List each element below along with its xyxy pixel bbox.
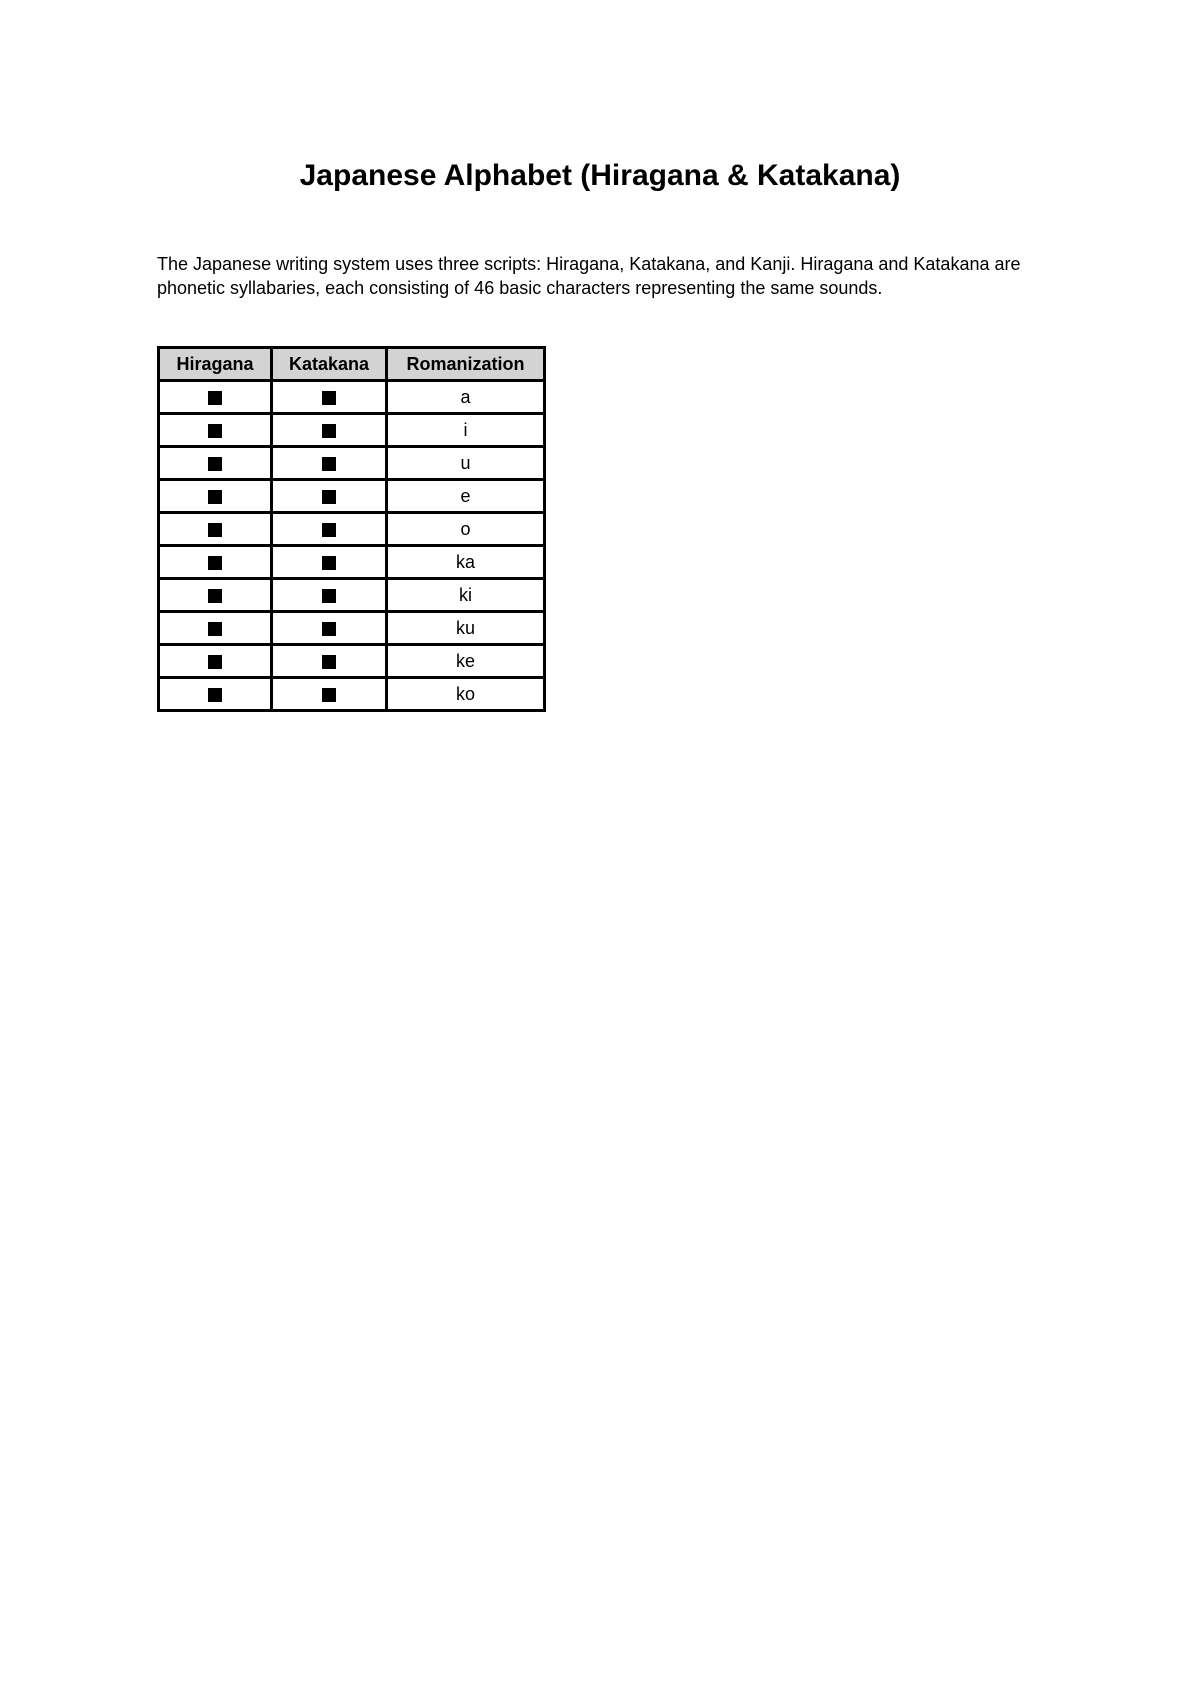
intro-paragraph: The Japanese writing system uses three scripts: Hiragana, Katakana, and Kanji. Hiragana and Katakana are phonetic syllabaries, each consisting of 46 basic characters representing the same sounds.: [157, 254, 1021, 298]
table-row: [159, 447, 545, 480]
table-row: [159, 645, 545, 678]
katakana-cell: [272, 612, 387, 645]
katakana-cell: [272, 579, 387, 612]
missing-glyph-icon: [322, 490, 336, 504]
romanization-cell: e: [387, 480, 545, 513]
hiragana-cell: [159, 381, 272, 414]
hiragana-cell: [159, 579, 272, 612]
hiragana-cell: [159, 546, 272, 579]
missing-glyph-icon: [208, 391, 222, 405]
katakana-cell: [272, 414, 387, 447]
missing-glyph-icon: [322, 655, 336, 669]
table-row: [159, 414, 545, 447]
katakana-cell: [272, 678, 387, 711]
table-row: [159, 513, 545, 546]
missing-glyph-icon: [322, 391, 336, 405]
table-header-row: [159, 348, 545, 381]
missing-glyph-icon: [208, 523, 222, 537]
table-row: [159, 579, 545, 612]
header-romanization: Romanization: [387, 348, 545, 381]
missing-glyph-icon: [322, 523, 336, 537]
romanization-cell: o: [387, 513, 545, 546]
romanization-cell: ku: [387, 612, 545, 645]
table-row: [159, 678, 545, 711]
hiragana-cell: [159, 645, 272, 678]
missing-glyph-icon: [208, 688, 222, 702]
missing-glyph-icon: [208, 424, 222, 438]
table-row: [159, 612, 545, 645]
missing-glyph-icon: [322, 457, 336, 471]
missing-glyph-icon: [208, 589, 222, 603]
katakana-cell: [272, 480, 387, 513]
romanization-cell: i: [387, 414, 545, 447]
romanization-cell: u: [387, 447, 545, 480]
hiragana-cell: [159, 678, 272, 711]
missing-glyph-icon: [322, 589, 336, 603]
table-row: [159, 480, 545, 513]
romanization-cell: ke: [387, 645, 545, 678]
missing-glyph-icon: [322, 556, 336, 570]
katakana-cell: [272, 513, 387, 546]
missing-glyph-icon: [322, 424, 336, 438]
hiragana-cell: [159, 447, 272, 480]
header-hiragana: Hiragana: [159, 348, 272, 381]
missing-glyph-icon: [208, 457, 222, 471]
header-katakana: Katakana: [272, 348, 387, 381]
missing-glyph-icon: [322, 622, 336, 636]
table-row: [159, 381, 545, 414]
romanization-cell: a: [387, 381, 545, 414]
katakana-cell: [272, 381, 387, 414]
page-title: Japanese Alphabet (Hiragana & Katakana): [299, 159, 901, 192]
missing-glyph-icon: [322, 688, 336, 702]
table-row: [159, 546, 545, 579]
hiragana-cell: [159, 513, 272, 546]
missing-glyph-icon: [208, 655, 222, 669]
hiragana-cell: [159, 414, 272, 447]
hiragana-cell: [159, 612, 272, 645]
katakana-cell: [272, 645, 387, 678]
missing-glyph-icon: [208, 556, 222, 570]
missing-glyph-icon: [208, 490, 222, 504]
katakana-cell: [272, 447, 387, 480]
romanization-cell: ka: [387, 546, 545, 579]
katakana-cell: [272, 546, 387, 579]
missing-glyph-icon: [208, 622, 222, 636]
hiragana-cell: [159, 480, 272, 513]
romanization-cell: ki: [387, 579, 545, 612]
alphabet-table: [157, 346, 546, 712]
romanization-cell: ko: [387, 678, 545, 711]
